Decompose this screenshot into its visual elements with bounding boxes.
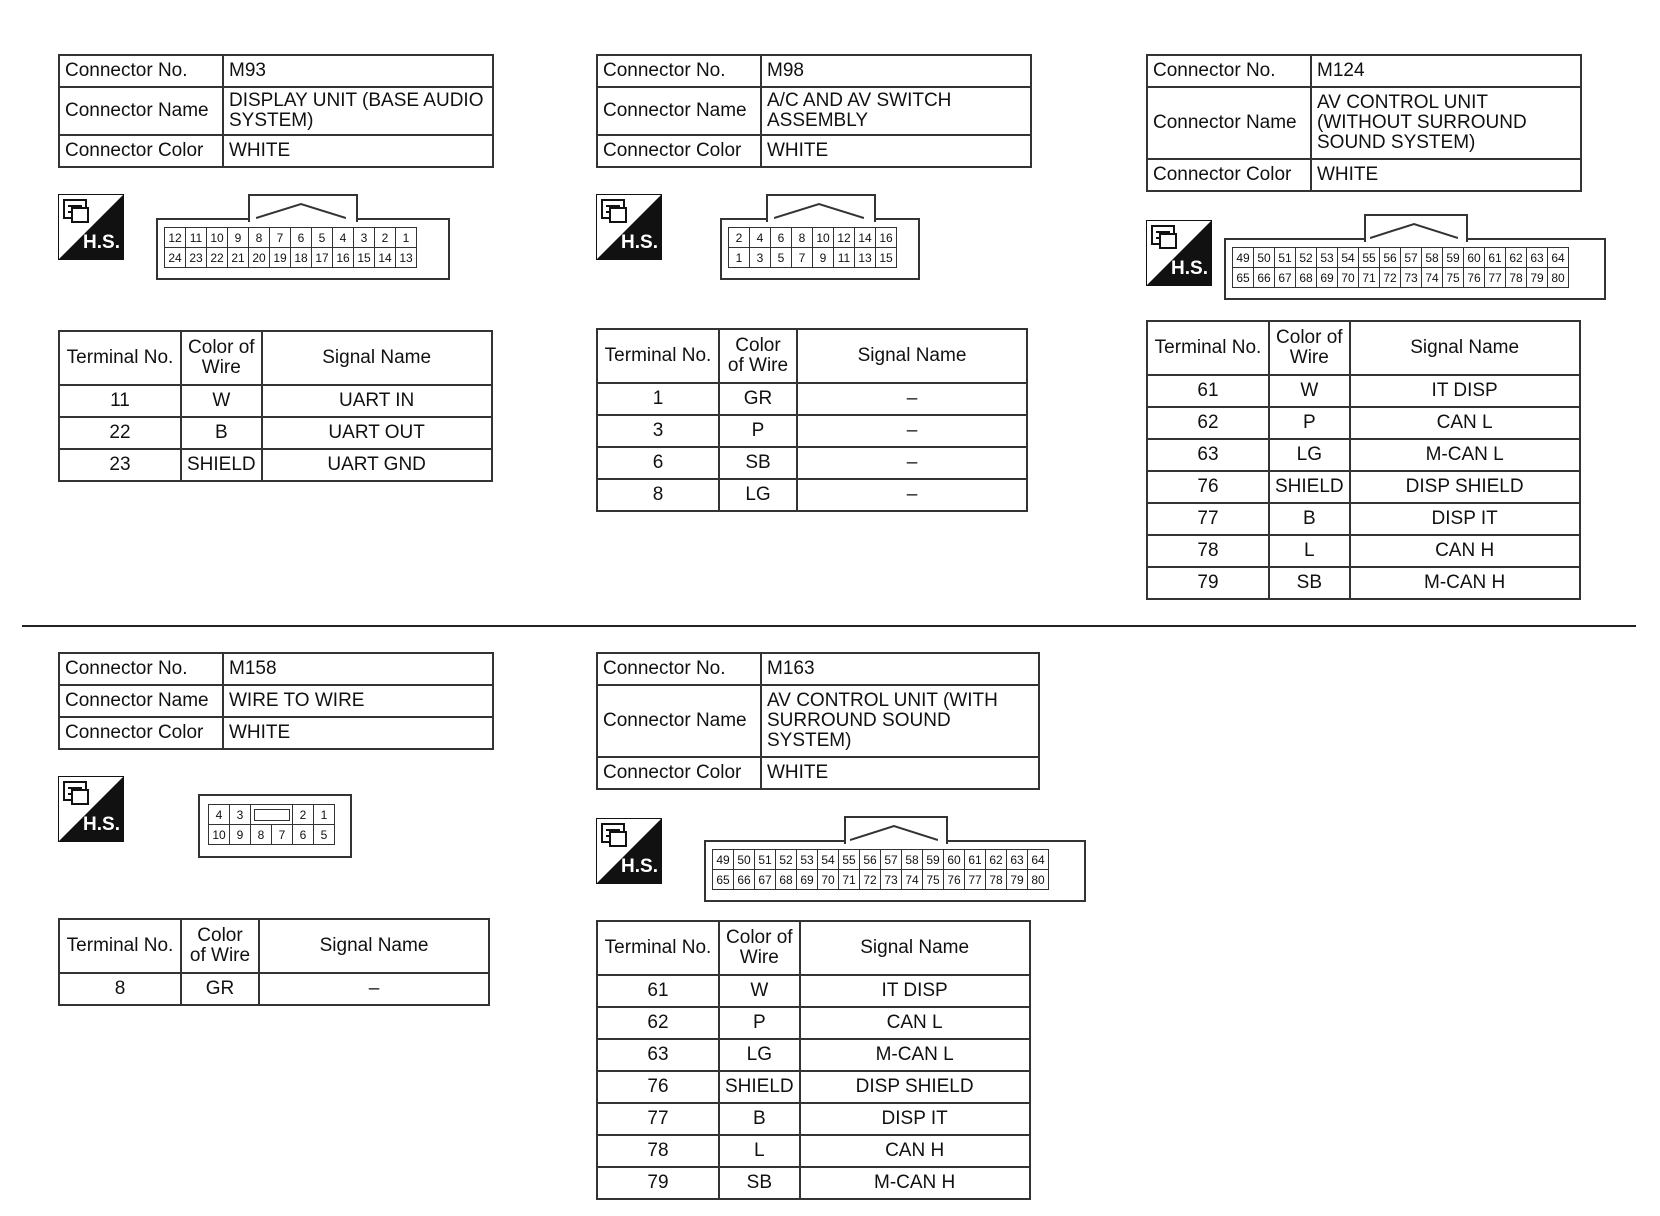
wire-color-cell: SB <box>719 1167 800 1199</box>
pin-5: 5 <box>771 248 792 268</box>
terminal-table-m124 <box>1146 320 1581 600</box>
terminal-no-cell: 61 <box>1147 375 1269 407</box>
connector-info-table <box>58 54 494 168</box>
pin-77: 77 <box>1485 268 1506 288</box>
wire-color-cell: B <box>181 417 262 449</box>
label-connector-name: Connector Name <box>597 685 761 757</box>
pin-19: 19 <box>270 248 291 268</box>
pin-74: 74 <box>1422 268 1443 288</box>
key-mark <box>256 200 346 220</box>
header-signal-name: Signal Name <box>797 329 1027 383</box>
pin-76: 76 <box>1464 268 1485 288</box>
connector-name-value: AV CONTROL UNIT (WITH SURROUND SOUND SYSTEM) <box>761 685 1039 757</box>
wire-color-cell: LG <box>719 479 797 511</box>
pin-73: 73 <box>1401 268 1422 288</box>
header-terminal-no: Terminal No. <box>59 919 181 973</box>
pin-16: 16 <box>876 228 897 248</box>
pin-8: 8 <box>249 228 270 248</box>
connector-info-table <box>1146 54 1582 192</box>
wire-color-cell: GR <box>719 383 797 415</box>
pin-64: 64 <box>1548 248 1569 268</box>
terminal-no-cell: 62 <box>1147 407 1269 439</box>
pin-73: 73 <box>881 870 902 890</box>
wire-color-cell: L <box>1269 535 1350 567</box>
terminal-table-m98 <box>596 328 1028 512</box>
connector-name-value: A/C AND AV SWITCH ASSEMBLY <box>761 87 1031 135</box>
pin-63: 63 <box>1007 850 1028 870</box>
table-row <box>597 415 1027 447</box>
pin-57: 57 <box>1401 248 1422 268</box>
pin-67: 67 <box>755 870 776 890</box>
table-row <box>597 447 1027 479</box>
harness-side-icon <box>596 194 662 260</box>
table-row <box>597 479 1027 511</box>
wire-color-cell: SHIELD <box>719 1071 800 1103</box>
terminal-no-cell: 76 <box>597 1071 719 1103</box>
terminal-no-cell: 8 <box>597 479 719 511</box>
connector-color-value: WHITE <box>761 135 1031 167</box>
pin-60: 60 <box>944 850 965 870</box>
terminal-no-cell: 78 <box>1147 535 1269 567</box>
signal-name-cell: CAN H <box>1350 535 1580 567</box>
pin-74: 74 <box>902 870 923 890</box>
hs-label: H.S. <box>1171 258 1208 279</box>
connector-m163 <box>596 652 1040 790</box>
wire-color-cell: LG <box>719 1039 800 1071</box>
pin-grid-m98 <box>728 227 897 268</box>
pin-11: 11 <box>834 248 855 268</box>
pin-grid-m93 <box>164 227 417 268</box>
table-row <box>597 1103 1030 1135</box>
wire-color-cell: W <box>1269 375 1350 407</box>
pin-23: 23 <box>186 248 207 268</box>
wire-color-cell: SHIELD <box>1269 471 1350 503</box>
header-signal-name: Signal Name <box>800 921 1030 975</box>
pin-64: 64 <box>1028 850 1049 870</box>
pin-10: 10 <box>209 825 230 845</box>
pin-56: 56 <box>1380 248 1401 268</box>
terminal-no-cell: 63 <box>597 1039 719 1071</box>
pin-52: 52 <box>776 850 797 870</box>
pin-7: 7 <box>270 228 291 248</box>
label-connector-no: Connector No. <box>597 653 761 685</box>
table-row <box>597 1071 1030 1103</box>
table-row <box>597 383 1027 415</box>
pin-12: 12 <box>834 228 855 248</box>
pin-65: 65 <box>713 870 734 890</box>
pin-2: 2 <box>729 228 750 248</box>
label-connector-name: Connector Name <box>59 685 223 717</box>
pin-12: 12 <box>165 228 186 248</box>
connector-m98 <box>596 54 1032 168</box>
label-connector-no: Connector No. <box>59 653 223 685</box>
pin-56: 56 <box>860 850 881 870</box>
table-row <box>1147 439 1580 471</box>
connector-no-value: M98 <box>761 55 1031 87</box>
pin-69: 69 <box>797 870 818 890</box>
connector-color-value: WHITE <box>761 757 1039 789</box>
signal-name-cell: M-CAN L <box>1350 439 1580 471</box>
table-row <box>1147 535 1580 567</box>
pin-53: 53 <box>797 850 818 870</box>
header-color-of-wire: Color of Wire <box>1269 321 1350 375</box>
pin-5: 5 <box>314 825 335 845</box>
pin-62: 62 <box>986 850 1007 870</box>
label-connector-no: Connector No. <box>597 55 761 87</box>
pin-77: 77 <box>965 870 986 890</box>
wire-color-cell: LG <box>1269 439 1350 471</box>
pin-55: 55 <box>1359 248 1380 268</box>
lock-tab <box>254 809 290 821</box>
label-connector-color: Connector Color <box>597 135 761 167</box>
pin-52: 52 <box>1296 248 1317 268</box>
connector-no-value: M158 <box>223 653 493 685</box>
pin-51: 51 <box>755 850 776 870</box>
pin-70: 70 <box>818 870 839 890</box>
terminal-no-cell: 11 <box>59 385 181 417</box>
terminal-table-m158 <box>58 918 490 1006</box>
hs-label: H.S. <box>83 814 120 835</box>
pin-50: 50 <box>734 850 755 870</box>
pin-11: 11 <box>186 228 207 248</box>
pin-14: 14 <box>855 228 876 248</box>
connector-m124 <box>1146 54 1582 192</box>
signal-name-cell: DISP SHIELD <box>1350 471 1580 503</box>
connector-no-value: M124 <box>1311 55 1581 87</box>
pin-6: 6 <box>291 228 312 248</box>
pin-68: 68 <box>776 870 797 890</box>
pin-68: 68 <box>1296 268 1317 288</box>
wire-color-cell: B <box>719 1103 800 1135</box>
pin-4: 4 <box>333 228 354 248</box>
terminal-no-cell: 76 <box>1147 471 1269 503</box>
wire-color-cell: GR <box>181 973 259 1005</box>
header-signal-name: Signal Name <box>1350 321 1580 375</box>
pin-71: 71 <box>839 870 860 890</box>
pin-61: 61 <box>1485 248 1506 268</box>
pin-17: 17 <box>312 248 333 268</box>
terminal-no-cell: 22 <box>59 417 181 449</box>
harness-side-icon <box>58 776 124 842</box>
key-mark <box>774 200 864 220</box>
pin-8: 8 <box>251 825 272 845</box>
pin-66: 66 <box>1254 268 1275 288</box>
terminal-no-cell: 62 <box>597 1007 719 1039</box>
pin-3: 3 <box>750 248 771 268</box>
table-row <box>1147 503 1580 535</box>
label-connector-name: Connector Name <box>59 87 223 135</box>
connector-name-value: DISPLAY UNIT (BASE AUDIO SYSTEM) <box>223 87 493 135</box>
terminal-no-cell: 8 <box>59 973 181 1005</box>
connector-no-value: M163 <box>761 653 1039 685</box>
label-connector-color: Connector Color <box>597 757 761 789</box>
hs-label: H.S. <box>83 232 120 253</box>
pin-9: 9 <box>230 825 251 845</box>
terminal-no-cell: 61 <box>597 975 719 1007</box>
wire-color-cell: W <box>719 975 800 1007</box>
terminal-no-cell: 3 <box>597 415 719 447</box>
header-signal-name: Signal Name <box>262 331 492 385</box>
table-row <box>597 1135 1030 1167</box>
label-connector-color: Connector Color <box>59 135 223 167</box>
label-connector-color: Connector Color <box>59 717 223 749</box>
pin-65: 65 <box>1233 268 1254 288</box>
terminal-table-m163 <box>596 920 1031 1200</box>
wire-color-cell: P <box>719 1007 800 1039</box>
signal-name-cell: CAN L <box>1350 407 1580 439</box>
connector-m158 <box>58 652 494 750</box>
terminal-no-cell: 63 <box>1147 439 1269 471</box>
key-mark <box>1370 220 1458 240</box>
header-color-of-wire: Color of Wire <box>181 919 259 973</box>
harness-side-icon <box>596 818 662 884</box>
pin-8: 8 <box>792 228 813 248</box>
pin-3: 3 <box>230 805 251 825</box>
pin-78: 78 <box>986 870 1007 890</box>
pin-49: 49 <box>1233 248 1254 268</box>
pin-70: 70 <box>1338 268 1359 288</box>
pin-75: 75 <box>923 870 944 890</box>
pin-grid-m158 <box>208 804 335 845</box>
label-connector-name: Connector Name <box>597 87 761 135</box>
connector-name-value: AV CONTROL UNIT (WITHOUT SURROUND SOUND SYSTEM) <box>1311 87 1581 159</box>
table-row <box>1147 407 1580 439</box>
pin-10: 10 <box>813 228 834 248</box>
pin-7: 7 <box>792 248 813 268</box>
wire-color-cell: L <box>719 1135 800 1167</box>
pin-78: 78 <box>1506 268 1527 288</box>
header-color-of-wire: Color of Wire <box>719 329 797 383</box>
pin-13: 13 <box>855 248 876 268</box>
pin-6: 6 <box>293 825 314 845</box>
signal-name-cell: DISP IT <box>800 1103 1030 1135</box>
pin-2: 2 <box>293 805 314 825</box>
harness-side-icon <box>58 194 124 260</box>
connector-color-value: WHITE <box>223 717 493 749</box>
pin-71: 71 <box>1359 268 1380 288</box>
pin-1: 1 <box>314 805 335 825</box>
pin-22: 22 <box>207 248 228 268</box>
pin-69: 69 <box>1317 268 1338 288</box>
terminal-no-cell: 78 <box>597 1135 719 1167</box>
signal-name-cell: UART OUT <box>262 417 492 449</box>
pin-20: 20 <box>249 248 270 268</box>
pin-66: 66 <box>734 870 755 890</box>
signal-name-cell: M-CAN H <box>800 1167 1030 1199</box>
signal-name-cell: UART GND <box>262 449 492 481</box>
table-row <box>1147 375 1580 407</box>
signal-name-cell: M-CAN L <box>800 1039 1030 1071</box>
harness-side-icon <box>1146 220 1212 286</box>
signal-name-cell: DISP IT <box>1350 503 1580 535</box>
pin-24: 24 <box>165 248 186 268</box>
signal-name-cell: UART IN <box>262 385 492 417</box>
pin-53: 53 <box>1317 248 1338 268</box>
connector-name-value: WIRE TO WIRE <box>223 685 493 717</box>
signal-name-cell: M-CAN H <box>1350 567 1580 599</box>
header-terminal-no: Terminal No. <box>1147 321 1269 375</box>
pin-6: 6 <box>771 228 792 248</box>
pin-58: 58 <box>1422 248 1443 268</box>
terminal-no-cell: 1 <box>597 383 719 415</box>
connector-info-table <box>596 652 1040 790</box>
table-row <box>59 417 492 449</box>
pin-lock <box>251 805 293 825</box>
pin-7: 7 <box>272 825 293 845</box>
pin-58: 58 <box>902 850 923 870</box>
signal-name-cell: IT DISP <box>1350 375 1580 407</box>
pin-4: 4 <box>750 228 771 248</box>
pin-9: 9 <box>813 248 834 268</box>
table-row <box>597 1167 1030 1199</box>
pin-1: 1 <box>396 228 417 248</box>
connector-color-value: WHITE <box>223 135 493 167</box>
header-terminal-no: Terminal No. <box>597 329 719 383</box>
connector-m93 <box>58 54 494 168</box>
pin-15: 15 <box>876 248 897 268</box>
header-terminal-no: Terminal No. <box>597 921 719 975</box>
pin-14: 14 <box>375 248 396 268</box>
terminal-no-cell: 6 <box>597 447 719 479</box>
connector-info-table <box>596 54 1032 168</box>
table-row <box>1147 471 1580 503</box>
pin-80: 80 <box>1028 870 1049 890</box>
pin-72: 72 <box>860 870 881 890</box>
pin-grid-m163 <box>712 849 1049 890</box>
pin-59: 59 <box>1443 248 1464 268</box>
table-row <box>597 975 1030 1007</box>
header-signal-name: Signal Name <box>259 919 489 973</box>
pin-76: 76 <box>944 870 965 890</box>
table-row <box>597 1039 1030 1071</box>
signal-name-cell: – <box>797 383 1027 415</box>
wire-color-cell: W <box>181 385 262 417</box>
pin-80: 80 <box>1548 268 1569 288</box>
pin-15: 15 <box>354 248 375 268</box>
table-row <box>59 973 489 1005</box>
pin-2: 2 <box>375 228 396 248</box>
pin-75: 75 <box>1443 268 1464 288</box>
terminal-no-cell: 77 <box>1147 503 1269 535</box>
pin-63: 63 <box>1527 248 1548 268</box>
pin-5: 5 <box>312 228 333 248</box>
wire-color-cell: SHIELD <box>181 449 262 481</box>
pin-3: 3 <box>354 228 375 248</box>
pin-54: 54 <box>818 850 839 870</box>
hs-label: H.S. <box>621 232 658 253</box>
pin-57: 57 <box>881 850 902 870</box>
pin-9: 9 <box>228 228 249 248</box>
pin-49: 49 <box>713 850 734 870</box>
label-connector-no: Connector No. <box>59 55 223 87</box>
label-connector-color: Connector Color <box>1147 159 1311 191</box>
pin-59: 59 <box>923 850 944 870</box>
pin-62: 62 <box>1506 248 1527 268</box>
label-connector-no: Connector No. <box>1147 55 1311 87</box>
wire-color-cell: P <box>719 415 797 447</box>
pin-1: 1 <box>729 248 750 268</box>
signal-name-cell: CAN L <box>800 1007 1030 1039</box>
signal-name-cell: – <box>797 415 1027 447</box>
wire-color-cell: B <box>1269 503 1350 535</box>
terminal-no-cell: 23 <box>59 449 181 481</box>
pin-10: 10 <box>207 228 228 248</box>
hs-label: H.S. <box>621 856 658 877</box>
connector-no-value: M93 <box>223 55 493 87</box>
pin-21: 21 <box>228 248 249 268</box>
signal-name-cell: IT DISP <box>800 975 1030 1007</box>
pin-79: 79 <box>1527 268 1548 288</box>
header-color-of-wire: Color of Wire <box>181 331 262 385</box>
terminal-no-cell: 79 <box>1147 567 1269 599</box>
terminal-table-m93 <box>58 330 493 482</box>
pin-50: 50 <box>1254 248 1275 268</box>
terminal-no-cell: 79 <box>597 1167 719 1199</box>
terminal-no-cell: 77 <box>597 1103 719 1135</box>
table-row <box>597 1007 1030 1039</box>
pin-60: 60 <box>1464 248 1485 268</box>
pin-4: 4 <box>209 805 230 825</box>
wire-color-cell: SB <box>1269 567 1350 599</box>
section-divider <box>22 625 1636 627</box>
signal-name-cell: DISP SHIELD <box>800 1071 1030 1103</box>
pin-16: 16 <box>333 248 354 268</box>
pin-67: 67 <box>1275 268 1296 288</box>
pin-79: 79 <box>1007 870 1028 890</box>
pin-61: 61 <box>965 850 986 870</box>
signal-name-cell: – <box>797 479 1027 511</box>
pin-18: 18 <box>291 248 312 268</box>
pin-55: 55 <box>839 850 860 870</box>
pin-54: 54 <box>1338 248 1359 268</box>
pin-grid-m124 <box>1232 247 1569 288</box>
signal-name-cell: – <box>797 447 1027 479</box>
table-row <box>59 385 492 417</box>
connector-color-value: WHITE <box>1311 159 1581 191</box>
header-color-of-wire: Color of Wire <box>719 921 800 975</box>
wire-color-cell: SB <box>719 447 797 479</box>
key-mark <box>850 822 938 842</box>
header-terminal-no: Terminal No. <box>59 331 181 385</box>
table-row <box>59 449 492 481</box>
label-connector-name: Connector Name <box>1147 87 1311 159</box>
signal-name-cell: – <box>259 973 489 1005</box>
connector-info-table <box>58 652 494 750</box>
pin-13: 13 <box>396 248 417 268</box>
signal-name-cell: CAN H <box>800 1135 1030 1167</box>
table-row <box>1147 567 1580 599</box>
wire-color-cell: P <box>1269 407 1350 439</box>
pin-51: 51 <box>1275 248 1296 268</box>
pin-72: 72 <box>1380 268 1401 288</box>
